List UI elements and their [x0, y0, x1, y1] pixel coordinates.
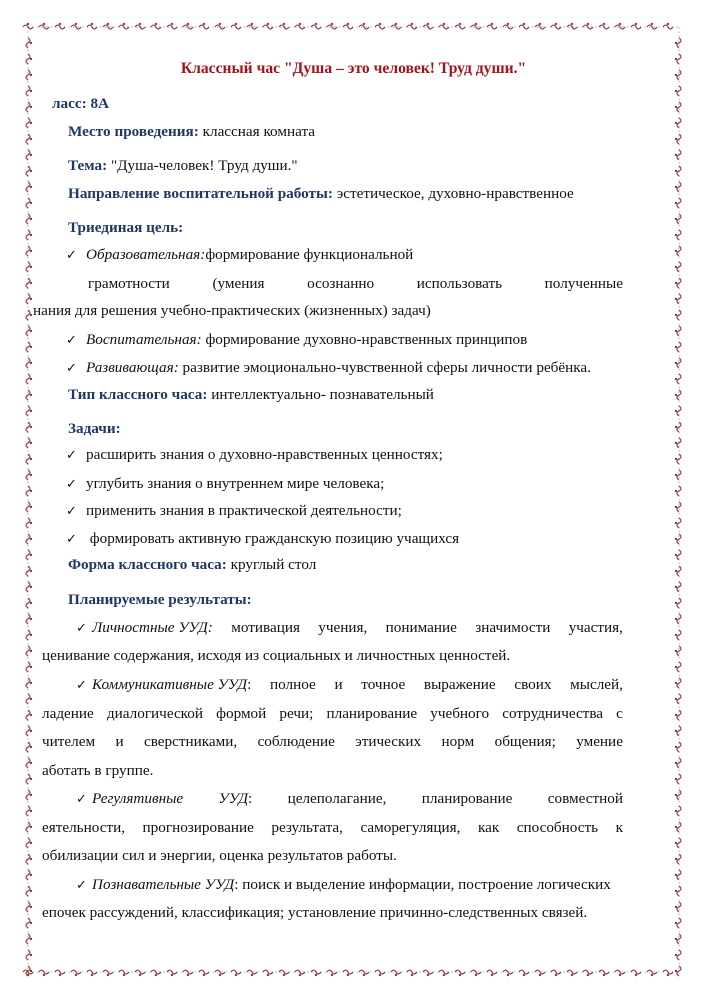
- goal-educational-line3: нания для решения учебно-практических (жизненных) задач): [33, 302, 431, 319]
- place-line: [68, 123, 315, 141]
- class-label: ласс: 8А: [52, 95, 110, 112]
- cognitive-line1: [76, 876, 611, 894]
- direction-line: [68, 185, 574, 203]
- task-item: [66, 446, 443, 464]
- word: еятельности,: [42, 819, 126, 836]
- regulative-line3: обилизации сил и энергии, оценка результатов работы.: [42, 847, 397, 864]
- topic-value: "Душа-человек! Труд души.": [107, 157, 298, 174]
- word: планирование: [326, 705, 418, 722]
- word: точное: [361, 676, 406, 693]
- tasks-heading: [68, 420, 121, 438]
- goal-upbringing: [66, 331, 527, 349]
- word: учебного: [430, 705, 490, 722]
- task-item: [66, 502, 402, 520]
- word: и: [115, 733, 124, 750]
- word: результата,: [271, 819, 343, 836]
- word: норм: [441, 733, 475, 750]
- form-line: [68, 556, 316, 574]
- communicative-line1: [76, 676, 623, 694]
- direction-value: эстетическое, духовно-нравственное: [332, 185, 574, 202]
- word: участия,: [568, 619, 623, 636]
- cognitive-text: : поиск и выделение информации, построение логических: [234, 876, 611, 893]
- word: совместной: [547, 790, 623, 807]
- check-icon: ✓: [66, 531, 77, 546]
- word: понимание: [385, 619, 457, 636]
- goal-educational-line2: [88, 275, 623, 293]
- word: (умения: [212, 275, 265, 292]
- word: чителем: [42, 733, 96, 750]
- regulative-label-group: [76, 790, 183, 808]
- personal-label: Личностные УУД:: [92, 619, 213, 636]
- word: планирование: [421, 790, 513, 807]
- goal-developing: [66, 359, 591, 377]
- word: выражение: [423, 676, 496, 693]
- place-value: классная комната: [198, 123, 316, 140]
- word: учения,: [318, 619, 368, 636]
- word: значимости: [475, 619, 551, 636]
- class-line: [52, 95, 109, 113]
- word: общения;: [494, 733, 556, 750]
- word: и: [334, 676, 343, 693]
- topic-line: [68, 157, 298, 175]
- communicative-label: Коммуникативные УУД: [92, 676, 248, 693]
- developing-text: развитие эмоционально-чувственной сферы личности ребёнка.: [178, 359, 591, 376]
- type-value: интеллектуально- познавательный: [207, 386, 434, 403]
- regulative-line2: [42, 819, 623, 837]
- word: прогнозирование: [142, 819, 254, 836]
- check-icon: ✓: [66, 447, 77, 462]
- word: осознанно: [307, 275, 375, 292]
- tasks-heading-text: Задачи:: [68, 420, 121, 437]
- developing-label: Развивающая:: [86, 359, 179, 376]
- task-text: расширить знания о духовно-нравственных ценностях;: [86, 446, 443, 463]
- task-text: применить знания в практической деятельности;: [86, 502, 402, 519]
- word: к: [615, 819, 623, 836]
- type-line: [68, 386, 434, 404]
- word: этических: [355, 733, 422, 750]
- communicative-line4: аботать в группе.: [42, 762, 154, 779]
- results-heading: [68, 591, 252, 609]
- upbringing-text: формирование духовно-нравственных принципов: [201, 331, 528, 348]
- form-value: круглый стол: [226, 556, 317, 573]
- word: умение: [576, 733, 623, 750]
- word: саморегуляция,: [360, 819, 461, 836]
- goal-heading-text: Триединая цель:: [68, 219, 184, 236]
- topic-label: Тема:: [68, 157, 108, 174]
- word: ладение: [42, 705, 94, 722]
- regulative-line1: [76, 790, 623, 808]
- check-icon: ✓: [66, 247, 77, 262]
- goal-educational-line1: [66, 246, 413, 264]
- regulative-label: Регулятивные: [92, 790, 184, 807]
- word: речи;: [279, 705, 314, 722]
- word: целеполагание,: [287, 790, 387, 807]
- place-label: Место проведения:: [68, 123, 199, 140]
- check-icon: ✓: [66, 476, 77, 491]
- word: соблюдение: [257, 733, 335, 750]
- communicative-line2: [42, 705, 623, 723]
- word: мыслей,: [570, 676, 623, 693]
- task-item: [66, 530, 459, 548]
- cognitive-label: Познавательные УУД: [92, 876, 235, 893]
- personal-line2: ценивание содержания, исходя из социальных и личностных ценностей.: [42, 647, 511, 664]
- word: с: [616, 705, 623, 722]
- word: формой: [216, 705, 267, 722]
- check-icon: ✓: [76, 877, 87, 892]
- direction-label: Направление воспитательной работы:: [68, 185, 333, 202]
- word: своих: [514, 676, 552, 693]
- word: сотрудничества: [502, 705, 604, 722]
- word: как: [477, 819, 500, 836]
- page-title: Классный час "Душа – это человек! Труд души.": [180, 60, 527, 77]
- check-icon: ✓: [76, 791, 87, 806]
- personal-label-group: [76, 619, 213, 637]
- communicative-line3: [42, 733, 623, 751]
- educational-label: Образовательная:: [86, 246, 206, 263]
- word: использовать: [416, 275, 503, 292]
- goal-heading: [68, 219, 183, 237]
- check-icon: ✓: [76, 620, 87, 635]
- check-icon: ✓: [66, 360, 77, 375]
- word: способность: [516, 819, 599, 836]
- check-icon: ✓: [66, 332, 77, 347]
- educational-text: формирование функциональной: [205, 246, 414, 263]
- communicative-label-group: ✓ Коммуникативные УУД:: [76, 676, 252, 693]
- check-icon: ✓: [66, 503, 77, 518]
- form-label: Форма классного часа:: [68, 556, 227, 573]
- cognitive-line2: епочек рассуждений, классификация; установление причинно-следственных связей.: [42, 904, 588, 921]
- task-text: углубить знания о внутреннем мире человека;: [86, 475, 385, 492]
- results-heading-text: Планируемые результаты:: [68, 591, 252, 608]
- personal-line1: [76, 619, 623, 637]
- task-item: [66, 475, 384, 493]
- word: полученные: [544, 275, 623, 292]
- check-icon: ✓: [76, 677, 87, 692]
- upbringing-label: Воспитательная:: [86, 331, 202, 348]
- word: мотивация: [231, 619, 300, 636]
- word: грамотности: [88, 275, 170, 292]
- regulative-label-uud: УУД:: [218, 790, 253, 807]
- task-text: формировать активную гражданскую позицию учащихся: [86, 530, 460, 547]
- type-label: Тип классного часа:: [68, 386, 208, 403]
- word: диалогической: [106, 705, 204, 722]
- word: полное: [270, 676, 316, 693]
- regulative-label-uud-text: УУД: [218, 790, 248, 807]
- word: сверстниками,: [143, 733, 238, 750]
